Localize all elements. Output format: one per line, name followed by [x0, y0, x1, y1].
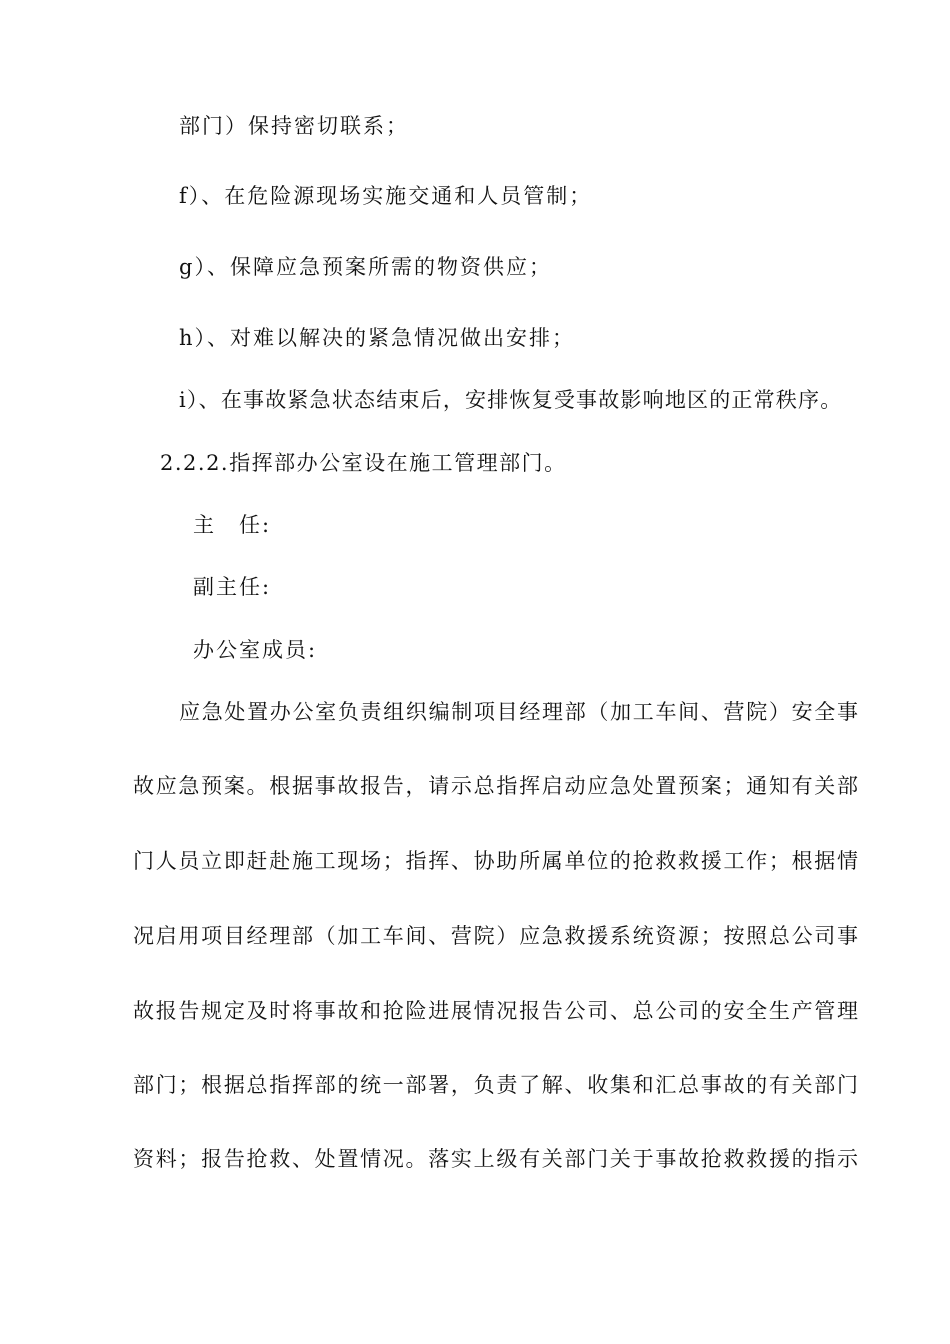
role-deputy-director-label: 副主任: [193, 575, 272, 599]
paragraph-line: 门人员立即赶赴施工现场；指挥、协助所属单位的抢救救援工作；根据情 [133, 849, 858, 873]
paragraph-line: 部门；根据总指挥部的统一部署，负责了解、收集和汇总事故的有关部门 [133, 1073, 858, 1097]
paragraph-line: 应急处置办公室负责组织编制项目经理部（加工车间、营院）安全事 [179, 700, 858, 724]
section-heading: 2.2.2.指挥部办公室设在施工管理部门。 [160, 451, 567, 475]
list-item-i: i）、在事故紧急状态结束后，安排恢复受事故影响地区的正常秩序。 [179, 388, 843, 412]
list-item-g: g）、保障应急预案所需的物资供应； [179, 255, 552, 279]
list-item-f: f）、在危险源现场实施交通和人员管制； [179, 184, 593, 208]
role-director-label: 主 任: [193, 513, 272, 537]
paragraph-line: 故报告规定及时将事故和抢险进展情况报告公司、总公司的安全生产管理 [133, 999, 858, 1023]
continuation-line: 部门）保持密切联系； [179, 114, 409, 138]
list-item-h: h）、对难以解决的紧急情况做出安排； [179, 326, 576, 350]
paragraph-line: 资料；报告抢救、处置情况。落实上级有关部门关于事故抢救救援的指示 [133, 1147, 858, 1171]
paragraph-line: 况启用项目经理部（加工车间、营院）应急救援系统资源；按照总公司事 [133, 924, 858, 948]
paragraph-line: 故应急预案。根据事故报告，请示总指挥启动应急处置预案；通知有关部 [133, 774, 858, 798]
role-members-label: 办公室成员: [193, 638, 318, 662]
